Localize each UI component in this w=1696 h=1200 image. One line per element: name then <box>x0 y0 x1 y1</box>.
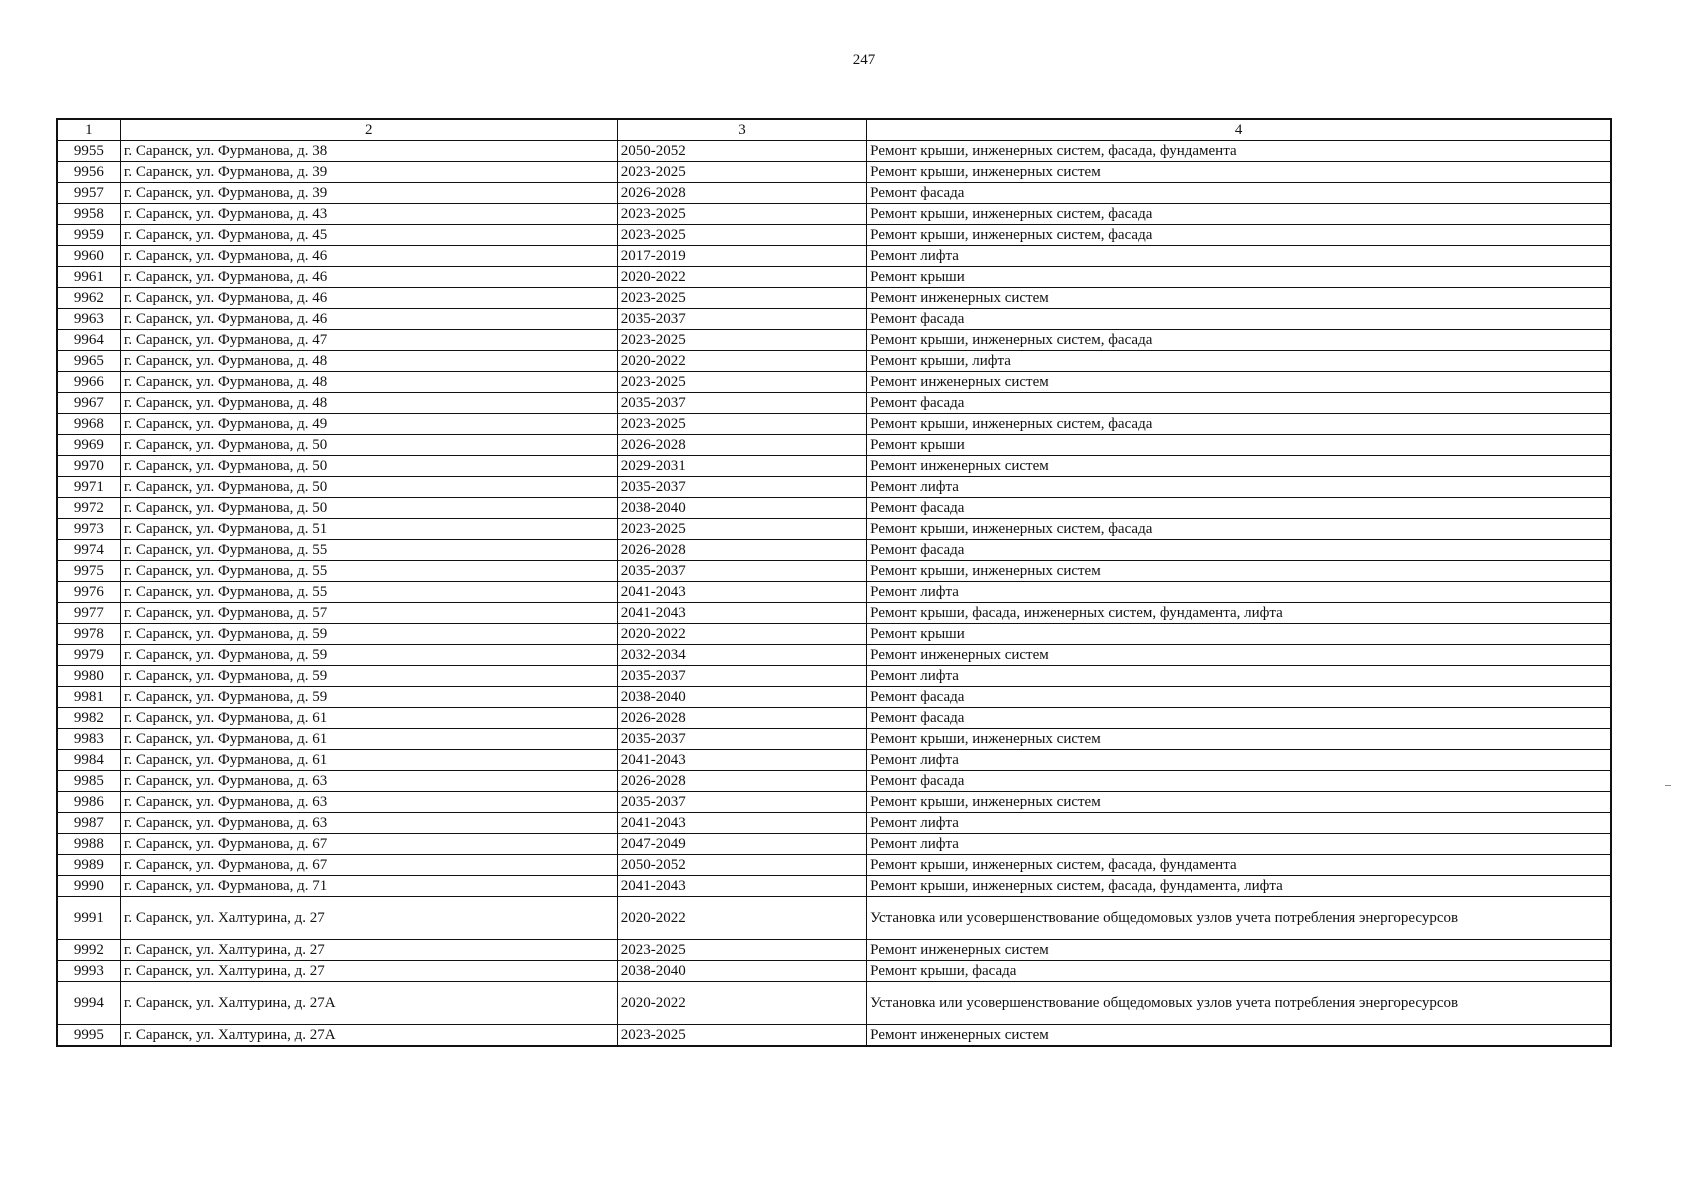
period-cell: 2026-2028 <box>617 771 866 792</box>
address-cell: г. Саранск, ул. Фурманова, д. 48 <box>120 372 617 393</box>
period-cell: 2020-2022 <box>617 267 866 288</box>
row-number-cell: 9968 <box>57 414 120 435</box>
period-cell: 2017-2019 <box>617 246 866 267</box>
period-cell: 2026-2028 <box>617 435 866 456</box>
table-row <box>57 940 1611 961</box>
row-number-cell: 9972 <box>57 498 120 519</box>
row-number-cell: 9989 <box>57 855 120 876</box>
row-number-cell: 9964 <box>57 330 120 351</box>
work-description-cell: Ремонт крыши, инженерных систем, фасада <box>867 519 1611 540</box>
address-cell: г. Саранск, ул. Халтурина, д. 27А <box>120 982 617 1025</box>
period-cell: 2023-2025 <box>617 940 866 961</box>
table-row <box>57 729 1611 750</box>
work-description-cell: Ремонт лифта <box>867 750 1611 771</box>
period-cell: 2023-2025 <box>617 225 866 246</box>
row-number-cell: 9991 <box>57 897 120 940</box>
address-cell: г. Саранск, ул. Фурманова, д. 48 <box>120 393 617 414</box>
work-description-cell: Ремонт лифта <box>867 477 1611 498</box>
row-number-cell: 9983 <box>57 729 120 750</box>
table-row <box>57 961 1611 982</box>
table-row <box>57 435 1611 456</box>
address-cell: г. Саранск, ул. Халтурина, д. 27А <box>120 1025 617 1047</box>
address-cell: г. Саранск, ул. Фурманова, д. 63 <box>120 792 617 813</box>
scan-artifact-mark <box>1665 785 1671 786</box>
period-cell: 2038-2040 <box>617 961 866 982</box>
row-number-cell: 9974 <box>57 540 120 561</box>
address-cell: г. Саранск, ул. Фурманова, д. 50 <box>120 477 617 498</box>
work-description-cell: Ремонт крыши <box>867 435 1611 456</box>
row-number-cell: 9955 <box>57 141 120 162</box>
work-description-cell: Ремонт крыши, инженерных систем <box>867 729 1611 750</box>
row-number-cell: 9978 <box>57 624 120 645</box>
column-header-3: 3 <box>617 119 866 141</box>
address-cell: г. Саранск, ул. Фурманова, д. 71 <box>120 876 617 897</box>
period-cell: 2023-2025 <box>617 372 866 393</box>
period-cell: 2023-2025 <box>617 330 866 351</box>
work-description-cell: Ремонт крыши <box>867 624 1611 645</box>
row-number-cell: 9994 <box>57 982 120 1025</box>
row-number-cell: 9963 <box>57 309 120 330</box>
work-description-cell: Ремонт крыши, инженерных систем, фасада, фундамента <box>867 141 1611 162</box>
table-row <box>57 687 1611 708</box>
row-number-cell: 9957 <box>57 183 120 204</box>
period-cell: 2020-2022 <box>617 897 866 940</box>
table-row <box>57 498 1611 519</box>
table-row <box>57 267 1611 288</box>
period-cell: 2026-2028 <box>617 708 866 729</box>
table-row <box>57 414 1611 435</box>
address-cell: г. Саранск, ул. Фурманова, д. 50 <box>120 456 617 477</box>
work-description-cell: Ремонт лифта <box>867 813 1611 834</box>
address-cell: г. Саранск, ул. Фурманова, д. 50 <box>120 498 617 519</box>
address-cell: г. Саранск, ул. Фурманова, д. 39 <box>120 162 617 183</box>
work-description-cell: Ремонт крыши, инженерных систем <box>867 792 1611 813</box>
period-cell: 2035-2037 <box>617 561 866 582</box>
row-number-cell: 9995 <box>57 1025 120 1047</box>
address-cell: г. Саранск, ул. Фурманова, д. 59 <box>120 666 617 687</box>
repair-schedule-table <box>56 118 1612 1047</box>
table-row <box>57 225 1611 246</box>
table-row <box>57 750 1611 771</box>
period-cell: 2020-2022 <box>617 351 866 372</box>
period-cell: 2041-2043 <box>617 582 866 603</box>
address-cell: г. Саранск, ул. Фурманова, д. 59 <box>120 687 617 708</box>
work-description-cell: Ремонт крыши, инженерных систем, фасада <box>867 225 1611 246</box>
period-cell: 2026-2028 <box>617 183 866 204</box>
period-cell: 2041-2043 <box>617 876 866 897</box>
period-cell: 2020-2022 <box>617 624 866 645</box>
row-number-cell: 9976 <box>57 582 120 603</box>
table-row <box>57 834 1611 855</box>
address-cell: г. Саранск, ул. Фурманова, д. 51 <box>120 519 617 540</box>
row-number-cell: 9960 <box>57 246 120 267</box>
table-row <box>57 666 1611 687</box>
address-cell: г. Саранск, ул. Фурманова, д. 50 <box>120 435 617 456</box>
period-cell: 2050-2052 <box>617 855 866 876</box>
table-row <box>57 204 1611 225</box>
address-cell: г. Саранск, ул. Халтурина, д. 27 <box>120 961 617 982</box>
period-cell: 2035-2037 <box>617 666 866 687</box>
address-cell: г. Саранск, ул. Фурманова, д. 67 <box>120 834 617 855</box>
row-number-cell: 9975 <box>57 561 120 582</box>
address-cell: г. Саранск, ул. Фурманова, д. 46 <box>120 288 617 309</box>
table-row <box>57 708 1611 729</box>
address-cell: г. Саранск, ул. Фурманова, д. 55 <box>120 582 617 603</box>
work-description-cell: Ремонт крыши <box>867 267 1611 288</box>
row-number-cell: 9969 <box>57 435 120 456</box>
address-cell: г. Саранск, ул. Фурманова, д. 47 <box>120 330 617 351</box>
period-cell: 2035-2037 <box>617 729 866 750</box>
table-header-row <box>57 119 1611 141</box>
table-row <box>57 351 1611 372</box>
address-cell: г. Саранск, ул. Фурманова, д. 63 <box>120 813 617 834</box>
period-cell: 2023-2025 <box>617 288 866 309</box>
work-description-cell: Ремонт фасада <box>867 183 1611 204</box>
table-row <box>57 792 1611 813</box>
work-description-cell: Ремонт лифта <box>867 834 1611 855</box>
work-description-cell: Ремонт фасада <box>867 771 1611 792</box>
table-row <box>57 183 1611 204</box>
work-description-cell: Ремонт фасада <box>867 540 1611 561</box>
work-description-cell: Ремонт фасада <box>867 498 1611 519</box>
row-number-cell: 9987 <box>57 813 120 834</box>
address-cell: г. Саранск, ул. Фурманова, д. 46 <box>120 246 617 267</box>
period-cell: 2038-2040 <box>617 498 866 519</box>
work-description-cell: Ремонт крыши, инженерных систем <box>867 561 1611 582</box>
work-description-cell: Установка или усовершенствование общедомовых узлов учета потребления энергоресурсов <box>867 982 1611 1025</box>
period-cell: 2023-2025 <box>617 204 866 225</box>
table-row <box>57 330 1611 351</box>
row-number-cell: 9958 <box>57 204 120 225</box>
period-cell: 2032-2034 <box>617 645 866 666</box>
work-description-cell: Ремонт инженерных систем <box>867 456 1611 477</box>
table-row <box>57 288 1611 309</box>
table-row <box>57 876 1611 897</box>
row-number-cell: 9967 <box>57 393 120 414</box>
row-number-cell: 9970 <box>57 456 120 477</box>
work-description-cell: Ремонт инженерных систем <box>867 645 1611 666</box>
table-row <box>57 456 1611 477</box>
table-row <box>57 1025 1611 1047</box>
period-cell: 2041-2043 <box>617 813 866 834</box>
address-cell: г. Саранск, ул. Фурманова, д. 48 <box>120 351 617 372</box>
work-description-cell: Ремонт инженерных систем <box>867 372 1611 393</box>
row-number-cell: 9986 <box>57 792 120 813</box>
row-number-cell: 9977 <box>57 603 120 624</box>
row-number-cell: 9980 <box>57 666 120 687</box>
period-cell: 2020-2022 <box>617 982 866 1025</box>
table-row <box>57 645 1611 666</box>
period-cell: 2023-2025 <box>617 162 866 183</box>
work-description-cell: Ремонт инженерных систем <box>867 1025 1611 1047</box>
period-cell: 2047-2049 <box>617 834 866 855</box>
period-cell: 2023-2025 <box>617 519 866 540</box>
table-row <box>57 603 1611 624</box>
table-row <box>57 309 1611 330</box>
address-cell: г. Саранск, ул. Фурманова, д. 45 <box>120 225 617 246</box>
address-cell: г. Саранск, ул. Фурманова, д. 55 <box>120 561 617 582</box>
work-description-cell: Ремонт крыши, инженерных систем, фасада <box>867 414 1611 435</box>
table-row <box>57 897 1611 940</box>
period-cell: 2050-2052 <box>617 141 866 162</box>
table-row <box>57 582 1611 603</box>
row-number-cell: 9993 <box>57 961 120 982</box>
work-description-cell: Установка или усовершенствование общедомовых узлов учета потребления энергоресурсов <box>867 897 1611 940</box>
address-cell: г. Саранск, ул. Фурманова, д. 39 <box>120 183 617 204</box>
row-number-cell: 9959 <box>57 225 120 246</box>
row-number-cell: 9979 <box>57 645 120 666</box>
work-description-cell: Ремонт крыши, инженерных систем, фасада <box>867 330 1611 351</box>
row-number-cell: 9985 <box>57 771 120 792</box>
work-description-cell: Ремонт крыши, лифта <box>867 351 1611 372</box>
row-number-cell: 9965 <box>57 351 120 372</box>
address-cell: г. Саранск, ул. Халтурина, д. 27 <box>120 897 617 940</box>
column-header-1: 1 <box>57 119 120 141</box>
table-row <box>57 477 1611 498</box>
table-row <box>57 982 1611 1025</box>
table-row <box>57 519 1611 540</box>
table-row <box>57 540 1611 561</box>
row-number-cell: 9971 <box>57 477 120 498</box>
address-cell: г. Саранск, ул. Халтурина, д. 27 <box>120 940 617 961</box>
work-description-cell: Ремонт крыши, инженерных систем <box>867 162 1611 183</box>
table-row <box>57 813 1611 834</box>
table-row <box>57 561 1611 582</box>
row-number-cell: 9962 <box>57 288 120 309</box>
address-cell: г. Саранск, ул. Фурманова, д. 43 <box>120 204 617 225</box>
work-description-cell: Ремонт крыши, инженерных систем, фасада, фундамента, лифта <box>867 876 1611 897</box>
work-description-cell: Ремонт фасада <box>867 393 1611 414</box>
row-number-cell: 9984 <box>57 750 120 771</box>
row-number-cell: 9973 <box>57 519 120 540</box>
work-description-cell: Ремонт инженерных систем <box>867 940 1611 961</box>
work-description-cell: Ремонт лифта <box>867 582 1611 603</box>
table-row <box>57 855 1611 876</box>
row-number-cell: 9966 <box>57 372 120 393</box>
work-description-cell: Ремонт крыши, фасада, инженерных систем, фундамента, лифта <box>867 603 1611 624</box>
table-row <box>57 372 1611 393</box>
address-cell: г. Саранск, ул. Фурманова, д. 63 <box>120 771 617 792</box>
work-description-cell: Ремонт фасада <box>867 708 1611 729</box>
row-number-cell: 9956 <box>57 162 120 183</box>
table-row <box>57 771 1611 792</box>
work-description-cell: Ремонт крыши, инженерных систем, фасада, фундамента <box>867 855 1611 876</box>
table-row <box>57 141 1611 162</box>
period-cell: 2035-2037 <box>617 393 866 414</box>
period-cell: 2026-2028 <box>617 540 866 561</box>
period-cell: 2041-2043 <box>617 750 866 771</box>
address-cell: г. Саранск, ул. Фурманова, д. 38 <box>120 141 617 162</box>
address-cell: г. Саранск, ул. Фурманова, д. 59 <box>120 624 617 645</box>
column-header-2: 2 <box>120 119 617 141</box>
work-description-cell: Ремонт фасада <box>867 687 1611 708</box>
work-description-cell: Ремонт фасада <box>867 309 1611 330</box>
row-number-cell: 9982 <box>57 708 120 729</box>
page-number: 247 <box>852 52 876 68</box>
table-row <box>57 624 1611 645</box>
address-cell: г. Саранск, ул. Фурманова, д. 46 <box>120 309 617 330</box>
table-row <box>57 246 1611 267</box>
address-cell: г. Саранск, ул. Фурманова, д. 61 <box>120 729 617 750</box>
address-cell: г. Саранск, ул. Фурманова, д. 59 <box>120 645 617 666</box>
row-number-cell: 9990 <box>57 876 120 897</box>
period-cell: 2023-2025 <box>617 1025 866 1047</box>
address-cell: г. Саранск, ул. Фурманова, д. 49 <box>120 414 617 435</box>
period-cell: 2035-2037 <box>617 477 866 498</box>
address-cell: г. Саранск, ул. Фурманова, д. 46 <box>120 267 617 288</box>
address-cell: г. Саранск, ул. Фурманова, д. 55 <box>120 540 617 561</box>
address-cell: г. Саранск, ул. Фурманова, д. 57 <box>120 603 617 624</box>
work-description-cell: Ремонт лифта <box>867 246 1611 267</box>
table-row <box>57 393 1611 414</box>
address-cell: г. Саранск, ул. Фурманова, д. 61 <box>120 750 617 771</box>
period-cell: 2038-2040 <box>617 687 866 708</box>
row-number-cell: 9992 <box>57 940 120 961</box>
period-cell: 2035-2037 <box>617 792 866 813</box>
period-cell: 2029-2031 <box>617 456 866 477</box>
address-cell: г. Саранск, ул. Фурманова, д. 61 <box>120 708 617 729</box>
row-number-cell: 9988 <box>57 834 120 855</box>
period-cell: 2041-2043 <box>617 603 866 624</box>
period-cell: 2023-2025 <box>617 414 866 435</box>
work-description-cell: Ремонт крыши, инженерных систем, фасада <box>867 204 1611 225</box>
column-header-4: 4 <box>867 119 1611 141</box>
work-description-cell: Ремонт крыши, фасада <box>867 961 1611 982</box>
table-row <box>57 162 1611 183</box>
table-body <box>57 119 1611 1046</box>
work-description-cell: Ремонт лифта <box>867 666 1611 687</box>
row-number-cell: 9981 <box>57 687 120 708</box>
row-number-cell: 9961 <box>57 267 120 288</box>
work-description-cell: Ремонт инженерных систем <box>867 288 1611 309</box>
period-cell: 2035-2037 <box>617 309 866 330</box>
address-cell: г. Саранск, ул. Фурманова, д. 67 <box>120 855 617 876</box>
